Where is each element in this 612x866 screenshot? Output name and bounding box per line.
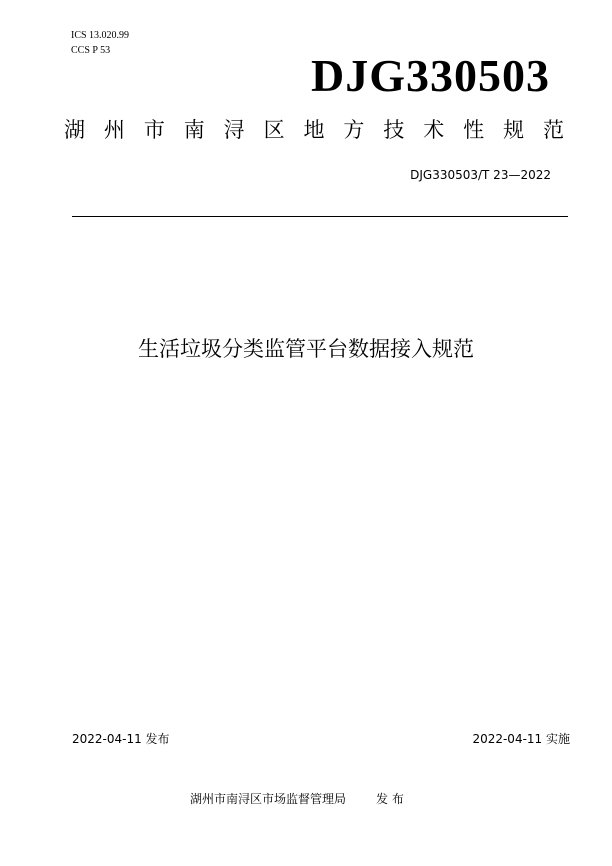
issuer-name: 湖州市南浔区市场监督管理局 bbox=[190, 792, 347, 806]
issue-date: 2022-04-11 发布 bbox=[72, 732, 170, 746]
issuer-line bbox=[190, 791, 404, 807]
standard-code-logo: DJG330503 bbox=[311, 50, 550, 101]
issue-label: 发 布 bbox=[376, 792, 404, 806]
standard-number: DJG330503/T 23—2022 bbox=[410, 168, 551, 182]
header-divider bbox=[72, 216, 568, 217]
implementation-date: 2022-04-11 实施 bbox=[472, 732, 570, 746]
ics-code: ICS 13.020.99 bbox=[71, 30, 130, 41]
document-title: 生活垃圾分类监管平台数据接入规范 bbox=[138, 337, 474, 361]
standard-type-title: 湖州市南浔区地方技术性规范 bbox=[64, 118, 564, 142]
ccs-code: CCS P 53 bbox=[71, 45, 111, 56]
